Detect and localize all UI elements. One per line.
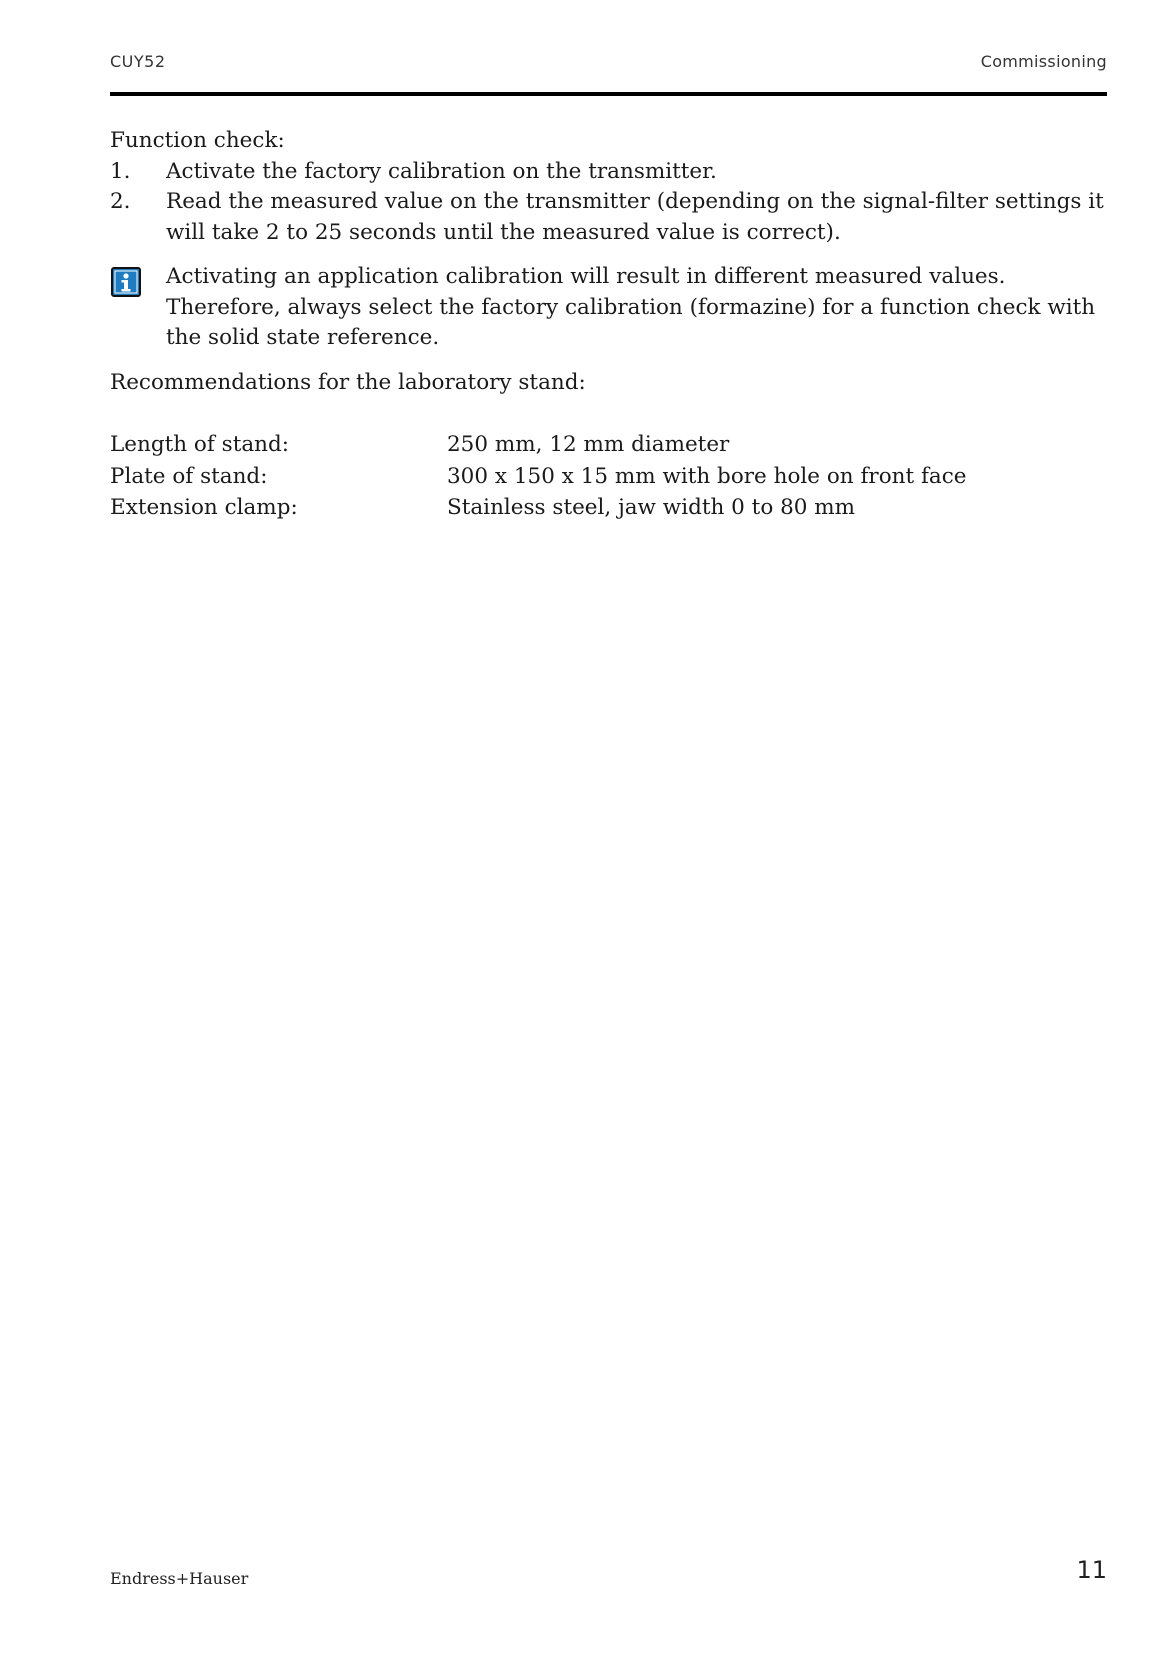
info-note xyxy=(110,262,1107,354)
spec-value: Stainless steel, jaw width 0 to 80 mm xyxy=(447,495,856,520)
function-check-heading: Function check: xyxy=(110,128,285,153)
function-check-steps xyxy=(110,157,1107,249)
page-content xyxy=(110,126,1107,525)
spec-row xyxy=(110,430,1107,462)
lab-stand-specs xyxy=(110,430,1107,525)
spec-row xyxy=(110,462,1107,494)
step-number: 2. xyxy=(110,189,131,214)
spec-label: Plate of stand: xyxy=(110,463,268,489)
header-rule xyxy=(110,92,1107,96)
spec-row xyxy=(110,493,1107,525)
document-id: CUY52 xyxy=(110,52,166,71)
step-text: Read the measured value on the transmitter (depending on the signal-filter settings it will take 2 to 25 seconds until the measured value is correct). xyxy=(166,189,1104,245)
note-text: Activating an application calibration will result in different measured values. Therefore, always select the factory calibration (formazine) for a function check with the solid state reference. xyxy=(166,264,1096,350)
step-number: 1. xyxy=(110,158,131,184)
spec-label: Length of stand: xyxy=(110,432,290,457)
spec-label: Extension clamp: xyxy=(110,495,298,520)
spec-value: 300 x 150 x 15 mm with bore hole on front face xyxy=(447,463,967,489)
lab-stand-intro: Recommendations for the laboratory stand: xyxy=(110,369,586,395)
footer-brand: Endress+Hauser xyxy=(110,1569,249,1588)
step-item xyxy=(110,187,1107,248)
page-number: 11 xyxy=(1076,1556,1107,1584)
step-item xyxy=(110,157,1107,188)
step-text: Activate the factory calibration on the transmitter. xyxy=(166,158,717,184)
section-title: Commissioning xyxy=(980,52,1107,71)
page-header xyxy=(110,52,1107,76)
info-icon xyxy=(111,267,141,297)
spec-value: 250 mm, 12 mm diameter xyxy=(447,432,730,457)
